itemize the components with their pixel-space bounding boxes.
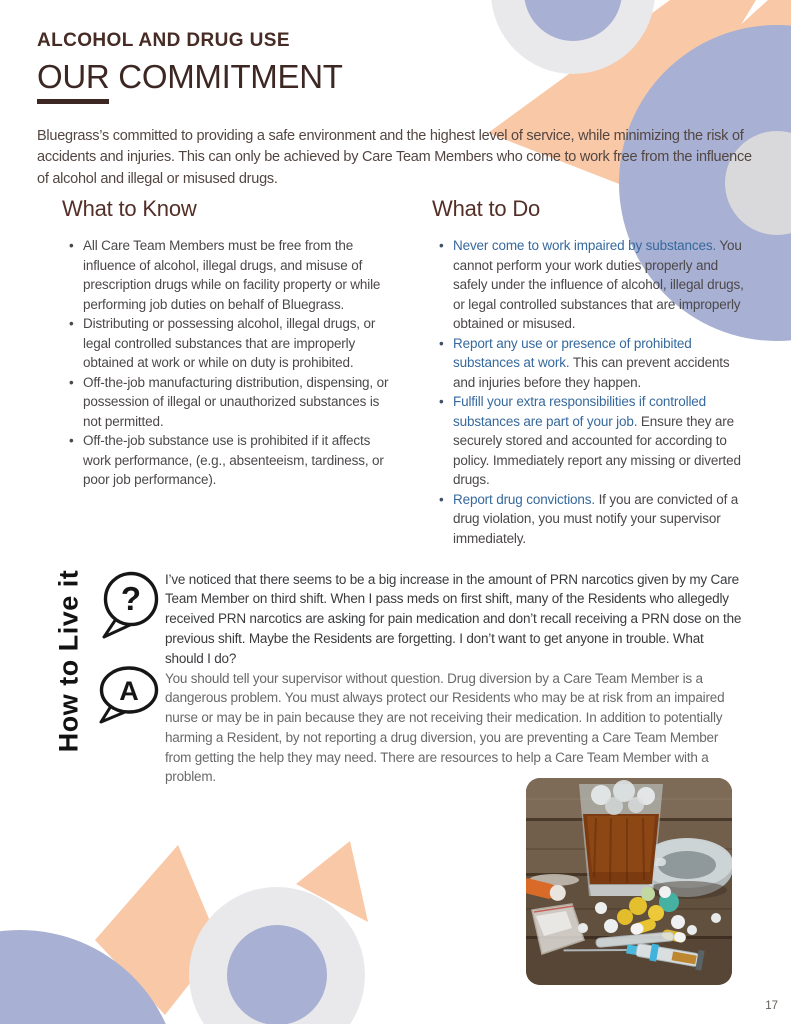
section-eyebrow: ALCOHOL AND DRUG USE xyxy=(37,30,290,51)
what-to-know-column xyxy=(62,196,392,490)
bullet-rest: Ensure they are securely stored and accounted for according to policy. Immediately report any missing or diverted drugs. xyxy=(453,413,741,487)
question-bubble-icon xyxy=(100,569,162,641)
list-item xyxy=(432,392,744,490)
title-rest: COMMITMENT xyxy=(109,58,343,95)
page-header xyxy=(37,30,343,96)
intro-paragraph: Bluegrass’s committed to providing a safe environment and the highest level of service, while minimizing the risk of accidents and injuries. This can only be achieved by Care Team Members who come to work free from the influence of alcohol and illegal or misused drugs. xyxy=(37,127,752,187)
bullet-rest: If you are convicted of a drug violation, you must notify your supervisor immediately. xyxy=(453,491,739,546)
list-item xyxy=(432,490,744,549)
answer-paragraph: You should tell your supervisor without question. Drug diversion by a Care Team Member is a dangerous problem. You must always protect our Residents who may be at risk from an impaired nurse or may be in pain because they are not receiving their medication. In addition to potentially harming a Resident, by not reporting a drug diversion, you are preventing a Care Team Member from getting the help they may need. There are resources to help a Care Team Member with a problem. xyxy=(165,670,725,785)
list-item: • Off-the-job manufacturing distribution, dispensing, or possession of illegal or unauthorized substances is not permitted. xyxy=(62,373,392,432)
answer-bubble-icon xyxy=(97,664,161,726)
bullet-rest: You cannot perform your work duties properly and safely under the influence of alcohol, illegal drugs, or legal controlled substances that are improperly obtained or misused. xyxy=(453,238,744,331)
list-item: • Distributing or possessing alcohol, illegal drugs, or legal controlled substances that are improperly obtained at work or while on duty is prohibited. xyxy=(62,314,392,373)
list-item xyxy=(432,334,744,393)
bullet-lead: Fulfill your extra responsibilities if controlled substances are part of your job. xyxy=(453,394,707,429)
svg-text:?: ? xyxy=(120,580,142,617)
bullet-lead: Report drug convictions. xyxy=(453,491,595,507)
whiskey-glass xyxy=(579,780,663,896)
list-item xyxy=(432,236,744,334)
bullet-lead: Never come to work impaired by substances. xyxy=(453,238,717,253)
question-paragraph: I’ve noticed that there seems to be a big increase in the amount of PRN narcotics given by my Care Team Member on third shift. When I pass meds on first shift, many of the Residents who allegedly received PRN narcotics are asking for pain medication and don’t recall receiving a PRN dose on the previous shift. Maybe the Residents are forgetting. I don’t want to get anyone in trouble. What should I do? xyxy=(165,571,742,666)
list-item: • All Care Team Members must be free from the influence of alcohol, illegal drugs, and misuse of prescription drugs while on facility property or while performing job duties on behalf of Bluegrass. xyxy=(62,236,392,314)
svg-text:A: A xyxy=(119,676,139,706)
list-item: • Off-the-job substance use is prohibited if it affects work performance, (e.g., absenteeism, tardiness, or poor job performance). xyxy=(62,431,392,490)
what-to-do-column xyxy=(432,196,744,548)
page-title xyxy=(37,58,343,96)
how-to-live-it-label: How to Live it xyxy=(53,569,84,753)
what-to-do-list xyxy=(432,236,744,548)
what-to-know-heading: What to Know xyxy=(62,196,197,221)
bullet-lead: Report any use or presence of prohibited substances at work. xyxy=(453,335,692,370)
what-to-do-heading: What to Do xyxy=(432,196,541,221)
page-number: 17 xyxy=(765,1000,778,1012)
drugs-alcohol-photo xyxy=(526,778,732,985)
bullet-rest: This can prevent accidents and injuries before they happen. xyxy=(453,355,730,390)
what-to-know-list xyxy=(62,236,392,490)
title-underlined-word: OUR xyxy=(37,58,109,104)
